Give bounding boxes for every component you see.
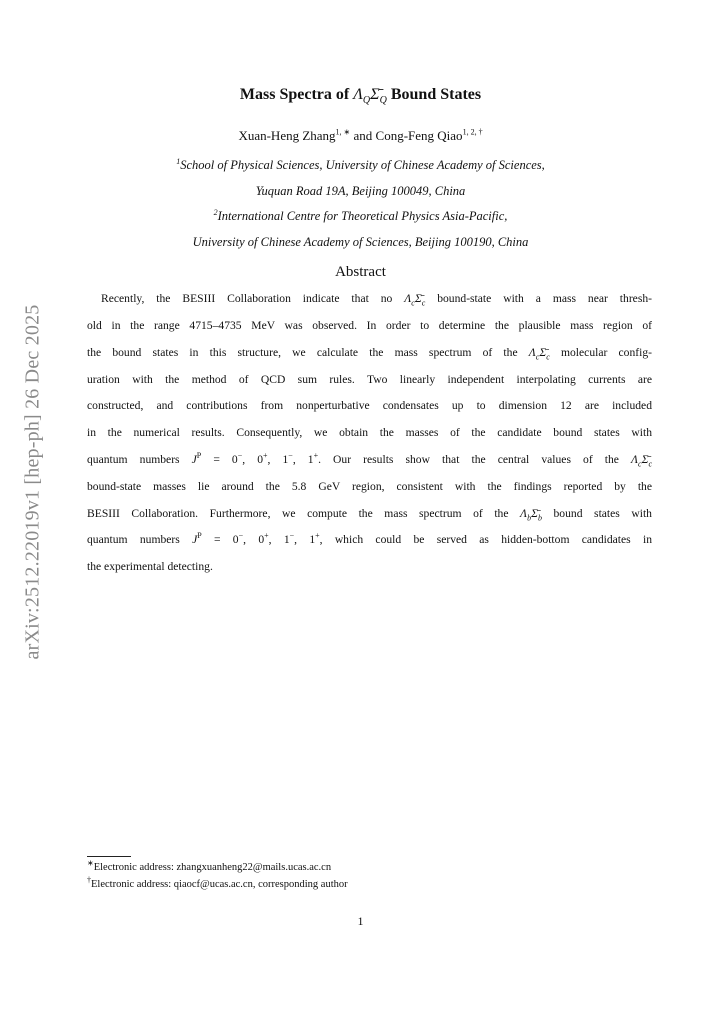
- title-math: $\Lambda_Q\Sigmā_Q$: [353, 86, 387, 107]
- author-and: and: [350, 128, 376, 143]
- author-1: Xuan-Heng Zhang: [238, 128, 336, 143]
- footnote-2: [87, 875, 348, 890]
- footnote-1-mark: ∗: [87, 858, 94, 868]
- paper-title: [0, 86, 721, 106]
- abstract-line: the bound states in this structure, we calculate the mass spectrum of the $\Lambda_c\Sigmā_c$ molecular config-: [87, 346, 652, 362]
- abstract-line: uration with the method of QCD sum rules. Two linearly independent interpolating currents are: [87, 373, 652, 386]
- affiliation-2-text: International Centre for Theoretical Physics Asia-Pacific,: [217, 209, 508, 223]
- footnote-2-mark: †: [87, 875, 91, 885]
- author-list: [0, 128, 721, 144]
- page-number: 1: [357, 914, 364, 928]
- footnote-1: [87, 858, 332, 873]
- abstract-line: BESIII Collaboration. Furthermore, we compute the mass spectrum of the $\Lambda_b\Sigmā_b$ bound states with: [87, 507, 652, 523]
- affiliation-1-line-2: Yuquan Road 19A, Beijing 100049, China: [255, 184, 466, 198]
- affiliation-2-line-1: [0, 209, 721, 224]
- footnote-2-text: Electronic address: qiaocf@ucas.ac.cn, corresponding author: [91, 879, 348, 890]
- abstract-line: quantum numbers $J^P = 0^-$, 0+, 1−, 1+, which could be served as hidden-bottom candidates in: [87, 531, 652, 546]
- affiliation-2-mark: 2: [213, 207, 218, 217]
- affiliation-1-mark: 1: [176, 156, 181, 166]
- abstract-line: constructed, and contributions from nonperturbative condensates up to dimension 12 are included: [87, 399, 652, 412]
- abstract-line: quantum numbers $J^P = 0^-$, 0+, 1−, 1+. Our results show that the central values of the $\Lambda_c\Sigmā_c$: [87, 451, 653, 469]
- affiliation-1-line-1: [0, 158, 721, 173]
- abstract-line: old in the range 4715–4735 MeV was observed. In order to determine the plausible mass region of: [87, 319, 652, 332]
- abstract-line: Recently, the BESIII Collaboration indicate that no $\Lambda_c\Sigmā_c$ bound-state with a mass near thresh-: [101, 292, 652, 308]
- arxiv-stamp-text: arXiv:2512.22019v1 [hep-ph] 26 Dec 2025: [21, 304, 44, 660]
- abstract-line: bound-state masses lie around the 5.8 GeV region, consistent with the findings reported by the: [87, 480, 652, 493]
- author-1-marks: 1, ∗: [335, 127, 351, 137]
- footnote-1-text: Electronic address: zhangxuanheng22@mails.ucas.ac.cn: [93, 862, 332, 873]
- author-2-marks: 1, 2, †: [462, 127, 483, 137]
- title-prefix: Mass Spectra of: [239, 86, 354, 103]
- abstract-line: in the numerical results. Consequently, we obtain the masses of the candidate bound states with: [87, 426, 652, 439]
- arxiv-stamp: [22, 292, 44, 672]
- affiliation-2-line-2: University of Chinese Academy of Sciences, Beijing 100190, China: [192, 235, 529, 249]
- affiliation-1-text: School of Physical Sciences, University of Chinese Academy of Sciences,: [180, 158, 545, 172]
- title-suffix: Bound States: [386, 86, 482, 103]
- author-2: Cong-Feng Qiao: [375, 128, 463, 143]
- abstract-heading: Abstract: [335, 264, 386, 280]
- footnote-rule: [87, 856, 131, 857]
- abstract-line: the experimental detecting.: [87, 560, 213, 573]
